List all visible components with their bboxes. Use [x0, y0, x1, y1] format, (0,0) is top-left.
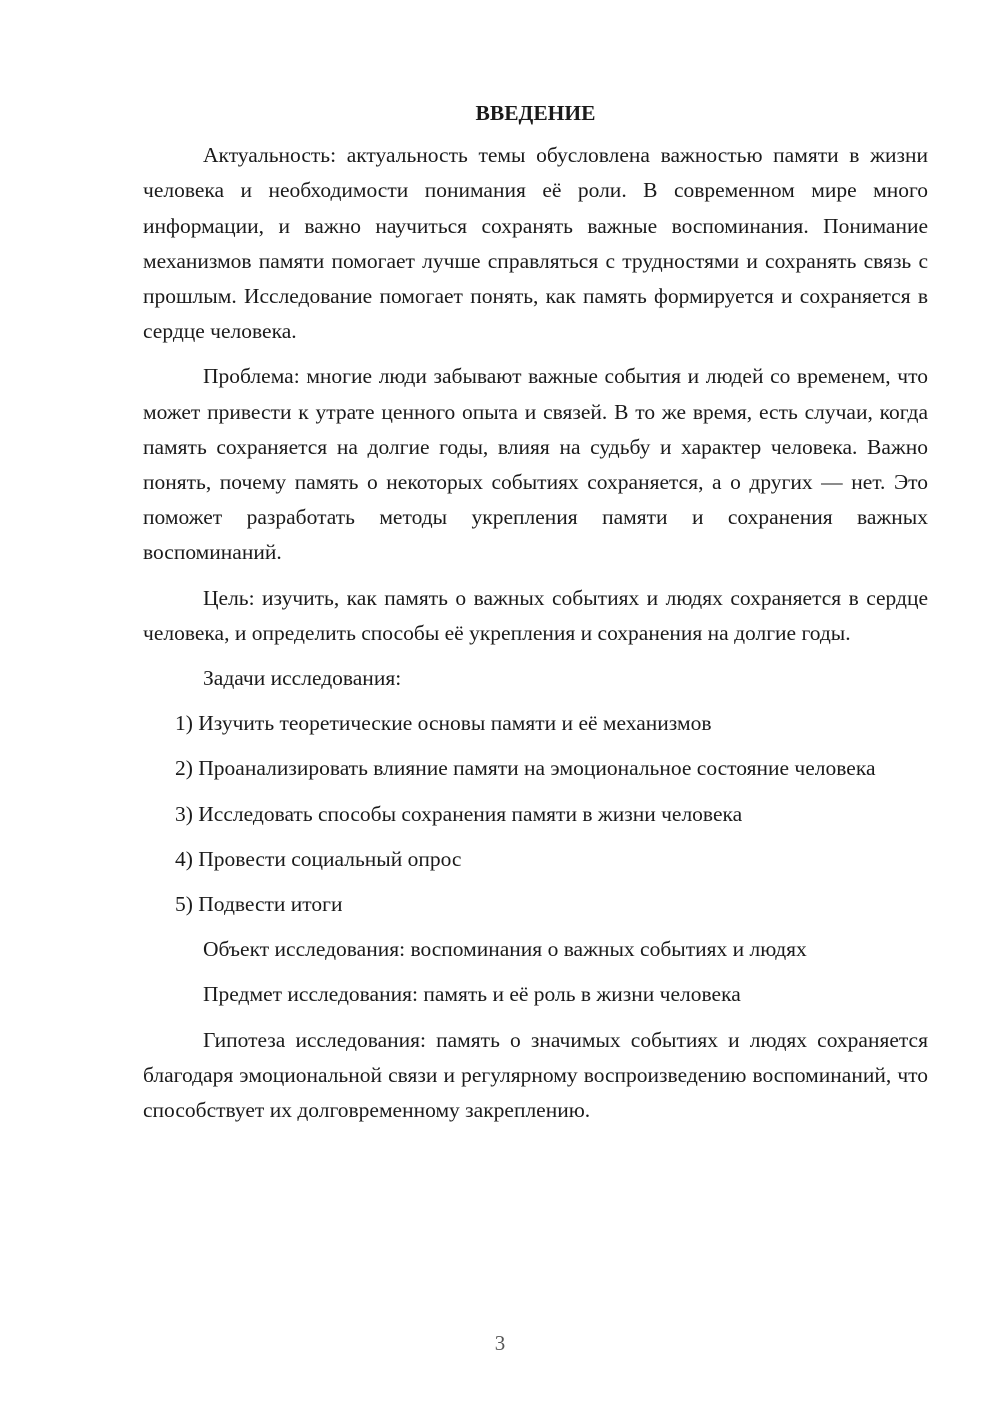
object-paragraph: Объект исследования: воспоминания о важных событиях и людях [203, 937, 807, 962]
task-item-3: 3) Исследовать способы сохранения памяти в жизни человека [175, 801, 743, 826]
section-title: ВВЕДЕНИЕ [475, 101, 596, 125]
problem-paragraph: Проблема: многие люди забывают важные события и людей со временем, что может привести к утрате ценного опыта и связей. В то же время, есть случаи, когда память сохраняется на долгие годы, влияя на судьбу и характер человека. Важно понять, почему память о некоторых событиях сохраняется, а о других — нет. Это поможет разработать методы укрепления памяти и сохранения важных воспоминаний. [143, 364, 928, 565]
task-item-2: 2) Проанализировать влияние памяти на эмоциональное состояние человека [175, 756, 876, 781]
task-item-1: 1) Изучить теоретические основы памяти и её механизмов [175, 711, 712, 736]
subject-paragraph: Предмет исследования: память и её роль в жизни человека [203, 982, 741, 1007]
page-number: 3 [494, 1331, 506, 1355]
task-item-5: 5) Подвести итоги [175, 892, 343, 917]
hypothesis-paragraph: Гипотеза исследования: память о значимых событиях и людях сохраняется благодаря эмоциональной связи и регулярному воспроизведению воспоминаний, что способствует их долговременному закреплению. [143, 1027, 928, 1123]
goal-paragraph: Цель: изучить, как память о важных событиях и людях сохраняется в сердце человека, и определить способы её укрепления и сохранения на долгие годы. [143, 585, 928, 645]
tasks-heading: Задачи исследования: [203, 666, 402, 691]
page-content [143, 96, 928, 1138]
relevance-paragraph: Актуальность: актуальность темы обусловлена важностью памяти в жизни человека и необходимости понимания её роли. В современном мире много информации, и важно научиться сохранять важные воспоминания. Понимание механизмов памяти помогает лучше справляться с трудностями и сохранять связь с прошлым. Исследование помогает понять, как память формируется и сохраняется в сердце человека. [143, 143, 928, 344]
task-item-4: 4) Провести социальный опрос [175, 846, 462, 871]
